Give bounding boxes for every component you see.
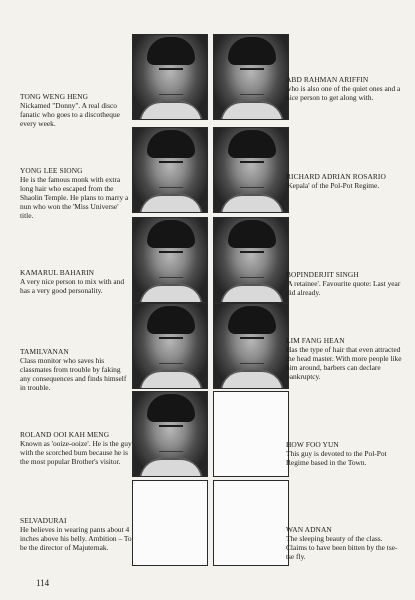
student-entry: [286, 525, 402, 561]
student-entry: [286, 172, 402, 190]
blank-photo-frame: [132, 480, 208, 566]
student-name: ABD RAHMAN ARIFFIN: [286, 75, 369, 84]
portrait-photo: [213, 34, 289, 120]
portrait-photo: [213, 303, 289, 389]
student-name: HOW FOO YUN: [286, 440, 339, 449]
student-entry: [20, 430, 132, 466]
student-name: TONG WENG HENG: [20, 92, 89, 101]
student-description: This guy is devoted to the Pol-Pot Regime based in the Town.: [286, 449, 387, 468]
portrait-photo: [132, 217, 208, 303]
student-entry: [286, 270, 402, 297]
portrait-photo: [213, 127, 289, 213]
student-description: A very nice person to mix with and has a very good personality.: [20, 277, 125, 296]
student-description: Nickamed "Donny". A real disco fanatic who goes to a discotheque every week.: [20, 101, 120, 129]
student-entry: [286, 336, 402, 381]
portrait-photo: [132, 34, 208, 120]
portrait-photo: [213, 217, 289, 303]
student-name: KAMARUL BAHARIN: [20, 268, 95, 277]
student-entry: [286, 75, 402, 102]
student-name: YONG LEE SIONG: [20, 166, 83, 175]
student-entry: [20, 166, 132, 221]
student-entry: [20, 347, 132, 392]
student-name: TAMILVANAN: [20, 347, 69, 356]
student-name: WAN ADNAN: [286, 525, 332, 534]
student-entry: [286, 440, 402, 467]
student-description: He is the famous monk with extra long hair who escaped from the Shaolin Temple. He plans to marry a nun who won the 'Miss Universe' title.: [20, 175, 129, 221]
student-entry: [20, 92, 132, 128]
student-description: The sleeping beauty of the class. Claims to have been bitten by the tse-tse fly.: [286, 534, 398, 562]
student-name: LIM FANG HEAN: [286, 336, 345, 345]
student-name: SELVADURAI: [20, 516, 67, 525]
portrait-photo: [132, 127, 208, 213]
page-number: 114: [36, 578, 50, 588]
student-description: 'A retainee'. Favourite quote: Last year did already.: [286, 279, 401, 298]
portrait-photo: [132, 303, 208, 389]
student-description: 'Kepala' of the Pol-Pot Regime.: [286, 181, 380, 191]
blank-photo-frame: [213, 480, 289, 566]
student-entry: [20, 268, 132, 295]
student-description: Known as 'ooize-ooize'. He is the guy with the scorched bum because he is the most popular Brother's visitor.: [20, 439, 132, 467]
student-description: Class monitor who saves his classmates from trouble by faking any consequences and finds himself in trouble.: [20, 356, 127, 393]
student-description: Has the type of hair that even attracted the head master. With more people like him around, barbers can declare bankruptcy.: [286, 345, 402, 382]
student-name: ROLAND OOI KAH MENG: [20, 430, 110, 439]
student-description: He believes in wearing pants about 4 inches above his belly. Ambition – To be the director of Majuternak.: [20, 525, 132, 553]
student-name: RICHARD ADRIAN ROSARIO: [286, 172, 386, 181]
student-name: BOPINDERJIT SINGH: [286, 270, 359, 279]
student-entry: [20, 516, 132, 552]
blank-photo-frame: [213, 391, 289, 477]
portrait-photo: [132, 391, 208, 477]
student-description: who is also one of the quiet ones and a nice person to get along with.: [286, 84, 401, 103]
